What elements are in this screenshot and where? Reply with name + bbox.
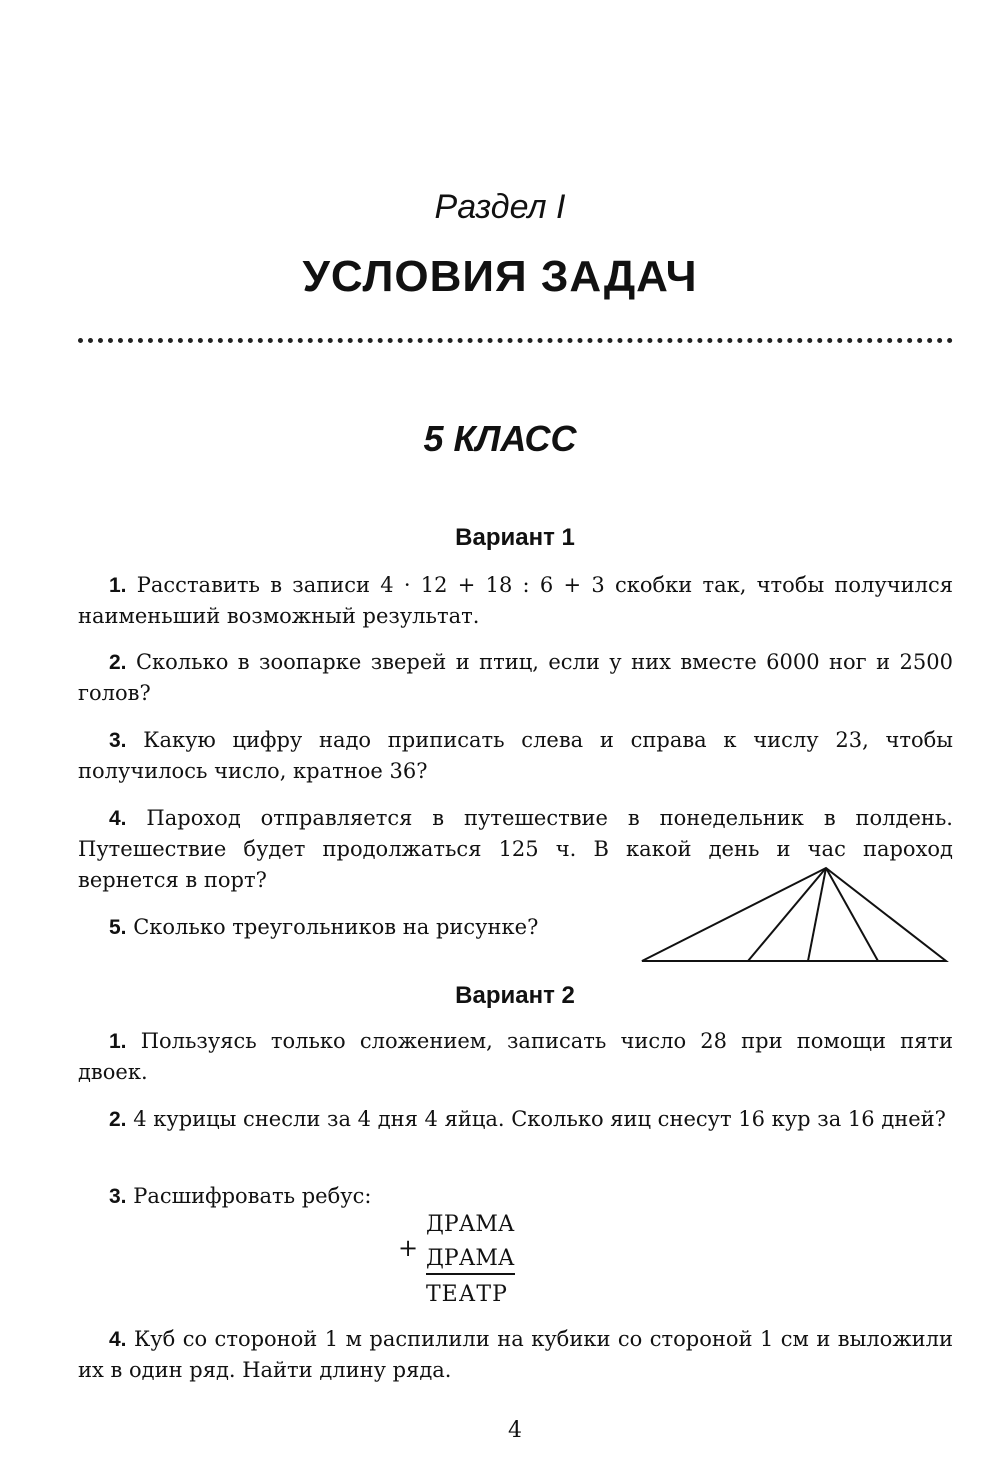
inner-segment [748,868,826,961]
rebus-plus-sign: + [398,1234,419,1262]
problem-text: Пользуясь только сложением, записать число 28 при помощи пяти двоек. [78,1029,953,1084]
rebus-addend-1: ДРАМА [426,1212,515,1237]
inner-segment [826,868,878,961]
rebus-addend-2: ДРАМА [426,1246,515,1275]
variant-1-title: Вариант 1 [455,524,575,551]
problem-text: Куб со стороной 1 м распилили на кубики со стороной 1 см и выложили их в один ряд. Найти длину ряда. [78,1327,953,1382]
problem-v1-1 [78,570,953,632]
problem-text: Пароход отправляется в путешествие в понедельник в полдень. Путешествие будет продолжаться 125 ч. В какой день и час пароход вернется в порт? [78,806,953,892]
problem-v2-2 [78,1104,953,1135]
problem-number: 4. [109,807,127,830]
page-number: 4 [508,1418,522,1443]
problem-text: 4 курицы снесли за 4 дня 4 яйца. Сколько яиц снесут 16 кур за 16 дней? [133,1107,946,1131]
section-title: УСЛОВИЯ ЗАДАЧ [302,252,698,301]
dotted-divider [78,338,953,343]
problem-number: 4. [109,1328,127,1351]
problem-v2-4 [78,1324,953,1386]
problem-number: 1. [109,1030,127,1053]
inner-segment [808,868,826,961]
rebus [396,1210,536,1310]
problem-number: 2. [109,651,127,674]
problem-text: Сколько в зоопарке зверей и птиц, если у них вместе 6000 ног и 2500 голов? [78,650,953,705]
rebus-sum: ТЕАТР [426,1282,508,1307]
problem-text: Сколько треугольников на рисунке? [133,915,539,939]
problem-number: 2. [109,1108,127,1131]
variant-2-title: Вариант 2 [455,982,575,1009]
problem-number: 3. [109,729,127,752]
outer-triangle [642,868,946,961]
problem-v1-2 [78,647,953,709]
problem-text: Какую цифру надо приписать слева и справа к числу 23, чтобы получилось число, кратное 36? [78,728,953,783]
problem-v2-1 [78,1026,953,1088]
problem-v1-5 [78,912,618,943]
problem-text: Расшифровать ребус: [133,1184,372,1208]
problem-number: 3. [109,1185,127,1208]
problem-v2-3 [78,1181,953,1212]
problem-text: Расставить в записи 4 · 12 + 18 : 6 + 3 скобки так, чтобы получился наименьший возможный результат. [78,573,953,628]
problem-number: 1. [109,574,127,597]
problem-v1-3 [78,725,953,787]
triangles-figure [640,866,952,966]
section-label: Раздел I [434,188,566,226]
grade-title: 5 КЛАСС [423,418,577,459]
problem-number: 5. [109,916,127,939]
